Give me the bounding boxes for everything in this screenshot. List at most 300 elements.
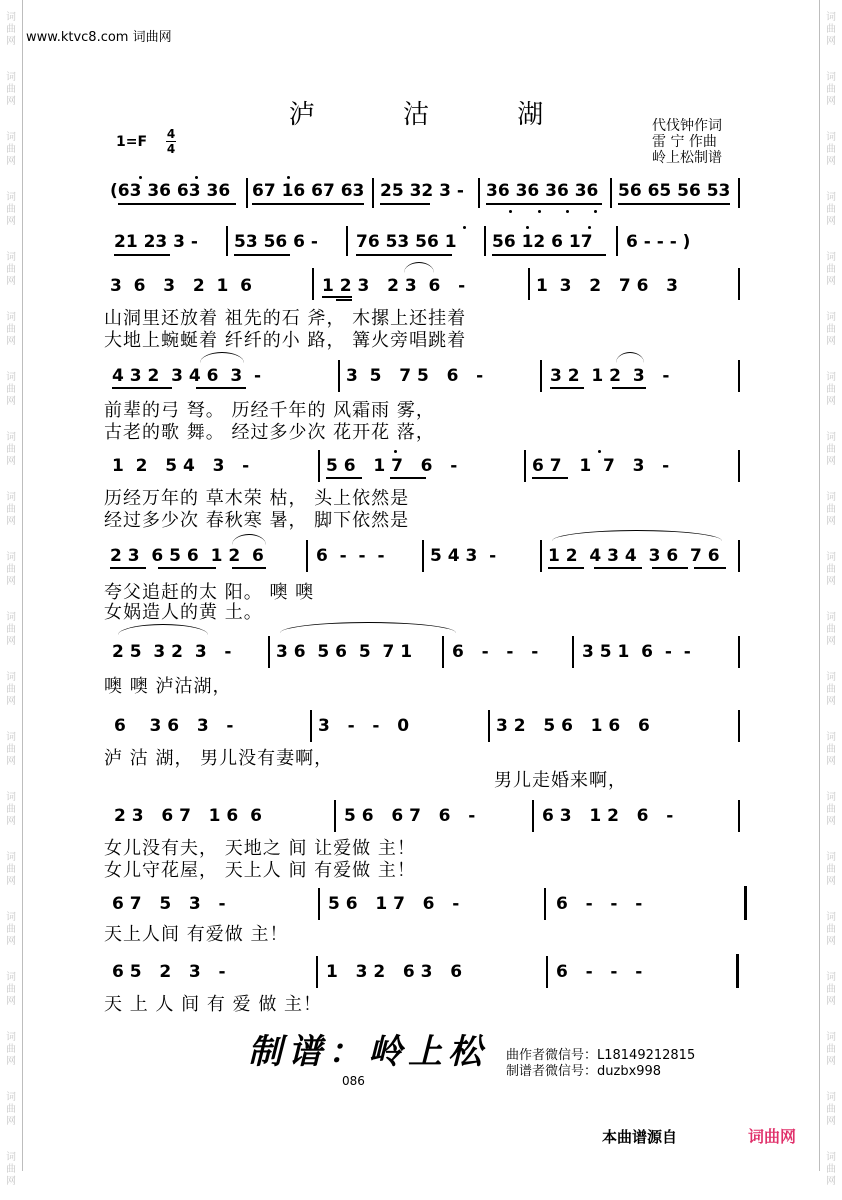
watermark-glyph: 网 [826, 456, 836, 467]
measure: 5 6 6 7 6 - [344, 806, 476, 826]
watermark-glyph: 词 [826, 672, 836, 683]
watermark-stamp [820, 420, 842, 480]
watermark-stamp [0, 840, 22, 900]
watermark-glyph: 词 [826, 612, 836, 623]
barline [246, 178, 248, 208]
barline [738, 450, 740, 482]
beam [380, 203, 430, 205]
source-site-link[interactable]: 词曲网 [748, 1127, 797, 1146]
barline [616, 226, 618, 256]
barline [338, 360, 340, 392]
watermark-glyph: 词 [6, 132, 16, 143]
watermark-glyph: 曲 [826, 444, 836, 455]
watermark-stamp [0, 600, 22, 660]
watermark-glyph: 词 [6, 72, 16, 83]
watermark-glyph: 曲 [6, 24, 16, 35]
measure: 1 3 2 7 6 3 [536, 276, 678, 296]
watermark-stamp [820, 960, 842, 1020]
watermark-stamp [0, 1020, 22, 1080]
lyric-verse-1: 山洞里还放着 祖先的石 斧， 木摞上还挂着 [104, 308, 467, 329]
watermark-glyph: 词 [826, 912, 836, 923]
watermark-glyph: 曲 [826, 984, 836, 995]
watermark-glyph: 词 [6, 552, 16, 563]
watermark-stamp [0, 0, 22, 60]
measure: 1 2 4 3 4 3 6 7 6 [548, 546, 720, 566]
watermark-glyph: 网 [826, 396, 836, 407]
right-strip-divider [819, 0, 820, 1171]
measure: 3 6 3 2 1 6 [110, 276, 252, 296]
watermark-glyph: 词 [6, 192, 16, 203]
watermark-glyph: 网 [6, 876, 16, 887]
watermark-stamp [820, 0, 842, 60]
watermark-glyph: 网 [826, 156, 836, 167]
watermark-glyph: 曲 [826, 144, 836, 155]
octave-dot [538, 210, 541, 213]
measure: 67 16 67 63 [252, 181, 365, 201]
measure: 2 5 3 2 3 - [112, 642, 232, 662]
measure: 4 3 2 3 4 6 3 - [112, 366, 262, 386]
barline [306, 540, 308, 572]
beam [322, 296, 352, 298]
watermark-glyph: 曲 [6, 804, 16, 815]
watermark-glyph: 网 [6, 336, 16, 347]
measure: 6 5 2 3 - [112, 962, 226, 982]
time-signature-bottom: 4 [166, 142, 176, 156]
watermark-glyph: 曲 [826, 684, 836, 695]
lyricist-credit: 代伐钟作词 [652, 118, 722, 134]
measure: 1 3 2 6 3 6 [326, 962, 463, 982]
lyric-verse-1: 前辈的弓 弩。 历经千年的 风霜雨 雾， [104, 400, 435, 421]
watermark-glyph: 网 [6, 36, 16, 47]
watermark-glyph: 词 [826, 1152, 836, 1163]
watermark-glyph: 词 [826, 852, 836, 863]
measure: 1 2 5 4 3 - [112, 456, 250, 476]
watermark-glyph: 曲 [6, 744, 16, 755]
watermark-stamp [820, 600, 842, 660]
measure: 6 - - - ) [626, 232, 691, 252]
beam [252, 203, 364, 205]
barline [528, 268, 530, 300]
watermark-glyph: 词 [6, 432, 16, 443]
watermark-glyph: 曲 [6, 624, 16, 635]
measure: 56 65 56 53 [618, 181, 731, 201]
lyric-verse-1: 噢 噢 泸沽湖， [104, 676, 232, 697]
measure: 6 3 1 2 6 - [542, 806, 674, 826]
watermark-glyph: 网 [826, 1056, 836, 1067]
measure: 5 6 1 7 6 - [328, 894, 460, 914]
slur [552, 530, 722, 541]
barline [226, 226, 228, 256]
watermark-stamp [820, 1020, 842, 1080]
lyric-verse-2: 古老的歌 舞。 经过多少次 花开花 落， [104, 422, 435, 443]
watermark-glyph: 网 [6, 636, 16, 647]
barline [540, 540, 542, 572]
beam [694, 567, 726, 569]
beam [618, 203, 730, 205]
watermark-glyph: 网 [6, 936, 16, 947]
beam [114, 254, 170, 256]
watermark-glyph: 网 [826, 1176, 836, 1187]
lyric-verse-1: 天上人间 有爱做 主！ [104, 924, 289, 945]
barline [316, 956, 318, 988]
watermark-glyph: 词 [6, 912, 16, 923]
beam [118, 203, 236, 205]
octave-dot [526, 226, 529, 229]
watermark-glyph: 词 [6, 792, 16, 803]
page-number: 086 [342, 1074, 365, 1088]
barline [478, 178, 480, 208]
measure: 6 7 1 7 3 - [532, 456, 670, 476]
watermark-glyph: 词 [6, 672, 16, 683]
octave-dot [509, 210, 512, 213]
barline [738, 800, 740, 832]
watermark-glyph: 词 [826, 792, 836, 803]
barline [738, 360, 740, 392]
watermark-glyph: 曲 [6, 504, 16, 515]
watermark-glyph: 词 [6, 492, 16, 503]
lyric-verse-2: 女娲造人的黄 土。 [104, 602, 263, 623]
octave-dot [463, 226, 466, 229]
watermark-glyph: 网 [826, 276, 836, 287]
lyric-verse-1: 女儿没有夫， 天地之 间 让爱做 主！ [104, 838, 416, 859]
watermark-glyph: 网 [6, 516, 16, 527]
watermark-glyph: 网 [826, 636, 836, 647]
measure: 6 - - - [556, 962, 643, 982]
barline [546, 956, 548, 988]
watermark-glyph: 网 [826, 336, 836, 347]
barline [268, 636, 270, 668]
slur [404, 262, 434, 273]
barline [544, 888, 546, 920]
watermark-glyph: 曲 [6, 684, 16, 695]
barline [572, 636, 574, 668]
watermark-stamp [820, 360, 842, 420]
watermark-glyph: 网 [826, 576, 836, 587]
measure: 6 - - - [556, 894, 643, 914]
lyric-verse-1: 泸 沽 湖， 男儿没有妻啊， [104, 748, 334, 769]
measure: 5 6 1 7 6 - [326, 456, 458, 476]
watermark-glyph: 词 [826, 552, 836, 563]
watermark-glyph: 网 [6, 996, 16, 1007]
watermark-glyph: 词 [826, 492, 836, 503]
measure: 36 36 36 36 [486, 181, 599, 201]
watermark-glyph: 网 [826, 36, 836, 47]
composer-wechat: 曲作者微信号：L18149212815 [506, 1048, 696, 1063]
barline [422, 540, 424, 572]
watermark-glyph: 词 [826, 252, 836, 263]
measure: 3 5 7 5 6 - [346, 366, 484, 386]
beam [390, 477, 426, 479]
watermark-glyph: 词 [6, 972, 16, 983]
watermark-glyph: 网 [826, 696, 836, 707]
watermark-glyph: 网 [6, 816, 16, 827]
watermark-stamp [820, 900, 842, 960]
barline [738, 268, 740, 300]
lyric-verse-2: 经过多少次 春秋寒 暑， 脚下依然是 [104, 510, 410, 531]
beam [532, 477, 568, 479]
watermark-glyph: 词 [826, 372, 836, 383]
repeat-barline [744, 886, 747, 920]
watermark-stamp [0, 720, 22, 780]
octave-dot [195, 176, 198, 179]
barline [346, 226, 348, 256]
barline [442, 636, 444, 668]
watermark-glyph: 词 [6, 612, 16, 623]
watermark-glyph: 曲 [826, 624, 836, 635]
watermark-glyph: 词 [826, 192, 836, 203]
octave-dot [287, 176, 290, 179]
watermark-glyph: 词 [6, 732, 16, 743]
measure: 6 - - - [316, 546, 385, 566]
barline [372, 178, 374, 208]
composer-credit: 雷 宁 作曲 [652, 134, 717, 150]
watermark-glyph: 曲 [826, 504, 836, 515]
watermark-glyph: 曲 [826, 744, 836, 755]
measure: 76 53 56 1 [356, 232, 457, 252]
watermark-glyph: 网 [6, 756, 16, 767]
watermark-stamp [820, 720, 842, 780]
watermark-stamp [0, 660, 22, 720]
watermark-glyph: 网 [6, 1056, 16, 1067]
watermark-glyph: 网 [6, 696, 16, 707]
measure: 21 23 3 - [114, 232, 198, 252]
slur [118, 624, 208, 635]
watermark-stamp [0, 480, 22, 540]
octave-dot [598, 450, 601, 453]
barline [310, 710, 312, 742]
measure: 5 4 3 - [430, 546, 497, 566]
lyric-verse-1: 历经万年的 草木荣 枯， 头上依然是 [104, 488, 410, 509]
octave-dot [566, 210, 569, 213]
watermark-glyph: 网 [6, 1116, 16, 1127]
beam [234, 254, 290, 256]
left-watermark-strip [0, 0, 22, 1187]
beam [336, 299, 352, 301]
beam [612, 387, 646, 389]
measure: (63 36 63 36 [110, 181, 231, 201]
barline [318, 888, 320, 920]
watermark-stamp [0, 420, 22, 480]
watermark-glyph: 网 [826, 936, 836, 947]
measure: 3 - - 0 [318, 716, 410, 736]
slur [616, 352, 644, 363]
watermark-stamp [0, 360, 22, 420]
watermark-stamp [820, 540, 842, 600]
measure: 25 32 3 - [380, 181, 464, 201]
lyric-verse-1: 夸父追赶的太 阳。 噢 噢 [104, 582, 315, 603]
watermark-stamp [0, 1140, 22, 1200]
site-url[interactable]: www.ktvc8.com 词曲网 [26, 30, 172, 45]
measure: 6 3 6 3 - [114, 716, 234, 736]
watermark-glyph: 曲 [826, 204, 836, 215]
watermark-glyph: 网 [6, 156, 16, 167]
watermark-glyph: 词 [6, 252, 16, 263]
lyric-verse-2: 女儿守花屋， 天上人 间 有爱做 主！ [104, 860, 416, 881]
watermark-glyph: 曲 [6, 924, 16, 935]
barline [312, 268, 314, 300]
beam [158, 567, 216, 569]
watermark-glyph: 词 [826, 1032, 836, 1043]
key-signature: 1=F [116, 134, 148, 150]
measure: 3 2 1 2 3 - [550, 366, 670, 386]
barline [610, 178, 612, 208]
beam [196, 387, 246, 389]
measure: 3 5 1 6 - - [582, 642, 691, 662]
measure: 3 6 5 6 5 7 1 [276, 642, 413, 662]
beam [232, 567, 266, 569]
barline [334, 800, 336, 832]
measure: 2 3 6 7 1 6 6 [114, 806, 262, 826]
lyric-verse-1: 天 上 人 间 有 爱 做 主！ [104, 994, 323, 1015]
watermark-glyph: 词 [826, 732, 836, 743]
watermark-stamp [820, 180, 842, 240]
watermark-glyph: 网 [826, 516, 836, 527]
watermark-stamp [0, 960, 22, 1020]
watermark-glyph: 词 [6, 12, 16, 23]
measure: 53 56 6 - [234, 232, 318, 252]
beam [356, 254, 452, 256]
watermark-glyph: 词 [6, 372, 16, 383]
watermark-stamp [0, 540, 22, 600]
watermark-stamp [820, 1080, 842, 1140]
source-label: 本曲谱源自 [602, 1128, 678, 1146]
watermark-glyph: 词 [826, 312, 836, 323]
barline [532, 800, 534, 832]
watermark-stamp [820, 780, 842, 840]
watermark-glyph: 网 [6, 1176, 16, 1187]
beam [486, 203, 602, 205]
slur [200, 352, 244, 363]
watermark-glyph: 词 [826, 1092, 836, 1103]
contact-info [506, 1048, 695, 1080]
barline [738, 540, 740, 572]
watermark-glyph: 网 [826, 996, 836, 1007]
credits [652, 118, 722, 166]
beam [652, 567, 688, 569]
watermark-glyph: 曲 [826, 564, 836, 575]
watermark-stamp [0, 300, 22, 360]
watermark-glyph: 网 [6, 396, 16, 407]
watermark-stamp [820, 240, 842, 300]
time-signature-top: 4 [166, 127, 176, 141]
watermark-glyph: 曲 [826, 1104, 836, 1115]
watermark-glyph: 曲 [6, 324, 16, 335]
right-watermark-strip [820, 0, 842, 1187]
watermark-glyph: 曲 [6, 384, 16, 395]
watermark-stamp [0, 780, 22, 840]
watermark-glyph: 网 [826, 876, 836, 887]
watermark-glyph: 曲 [6, 564, 16, 575]
watermark-glyph: 网 [826, 756, 836, 767]
watermark-glyph: 曲 [826, 924, 836, 935]
watermark-stamp [820, 660, 842, 720]
beam [112, 387, 172, 389]
watermark-glyph: 曲 [6, 864, 16, 875]
octave-dot [139, 176, 142, 179]
watermark-glyph: 网 [6, 96, 16, 107]
watermark-glyph: 网 [826, 216, 836, 227]
watermark-stamp [820, 300, 842, 360]
octave-dot [394, 450, 397, 453]
watermark-glyph: 曲 [826, 1044, 836, 1055]
measure: 3 2 5 6 1 6 6 [496, 716, 650, 736]
watermark-glyph: 曲 [826, 324, 836, 335]
watermark-glyph: 曲 [6, 984, 16, 995]
arranger-wechat: 制谱者微信号：duzbx998 [506, 1064, 662, 1079]
barline [524, 450, 526, 482]
measure: 56 12 6 17 [492, 232, 593, 252]
slur [280, 622, 456, 633]
beam [594, 567, 642, 569]
watermark-glyph: 曲 [6, 84, 16, 95]
watermark-glyph: 词 [6, 1152, 16, 1163]
watermark-glyph: 词 [6, 1092, 16, 1103]
watermark-glyph: 曲 [826, 24, 836, 35]
lyric-verse-2: 男儿走婚来啊， [494, 770, 627, 791]
watermark-stamp [0, 900, 22, 960]
measure: 6 - - - [452, 642, 539, 662]
beam [110, 567, 146, 569]
lyric-verse-2: 大地上蜿蜒着 纤纤的小 路， 篝火旁唱跳着 [104, 330, 467, 351]
beam [326, 477, 362, 479]
watermark-glyph: 曲 [826, 864, 836, 875]
barline [484, 226, 486, 256]
watermark-glyph: 词 [826, 432, 836, 443]
barline [318, 450, 320, 482]
watermark-glyph: 曲 [6, 264, 16, 275]
song-title: 泸 沽 湖 [288, 100, 584, 130]
watermark-glyph: 词 [826, 72, 836, 83]
barline [540, 360, 542, 392]
watermark-stamp [0, 240, 22, 300]
watermark-glyph: 曲 [6, 204, 16, 215]
beam [548, 567, 584, 569]
octave-dot [588, 226, 591, 229]
beam [550, 387, 584, 389]
barline [738, 178, 740, 208]
watermark-glyph: 曲 [6, 1164, 16, 1175]
watermark-glyph: 曲 [6, 1104, 16, 1115]
measure: 6 7 5 3 - [112, 894, 226, 914]
watermark-stamp [0, 1080, 22, 1140]
final-barline [736, 954, 739, 988]
watermark-glyph: 网 [6, 276, 16, 287]
barline [738, 636, 740, 668]
watermark-stamp [0, 180, 22, 240]
watermark-glyph: 网 [826, 816, 836, 827]
barline [488, 710, 490, 742]
watermark-glyph: 词 [826, 132, 836, 143]
watermark-glyph: 网 [6, 216, 16, 227]
watermark-glyph: 词 [826, 12, 836, 23]
watermark-glyph: 曲 [826, 804, 836, 815]
watermark-glyph: 词 [6, 1032, 16, 1043]
watermark-glyph: 曲 [826, 384, 836, 395]
arranger-credit: 岭上松制谱 [652, 150, 722, 166]
maker-signature: 制谱：岭上松 [248, 1032, 488, 1072]
watermark-glyph: 网 [6, 456, 16, 467]
watermark-glyph: 曲 [6, 1044, 16, 1055]
octave-dot [594, 210, 597, 213]
watermark-glyph: 曲 [826, 264, 836, 275]
watermark-glyph: 词 [6, 852, 16, 863]
watermark-stamp [820, 840, 842, 900]
watermark-glyph: 词 [826, 972, 836, 983]
watermark-glyph: 曲 [826, 84, 836, 95]
watermark-glyph: 曲 [6, 444, 16, 455]
watermark-glyph: 网 [826, 1116, 836, 1127]
measure: 2 3 6 5 6 1 2 6 [110, 546, 264, 566]
